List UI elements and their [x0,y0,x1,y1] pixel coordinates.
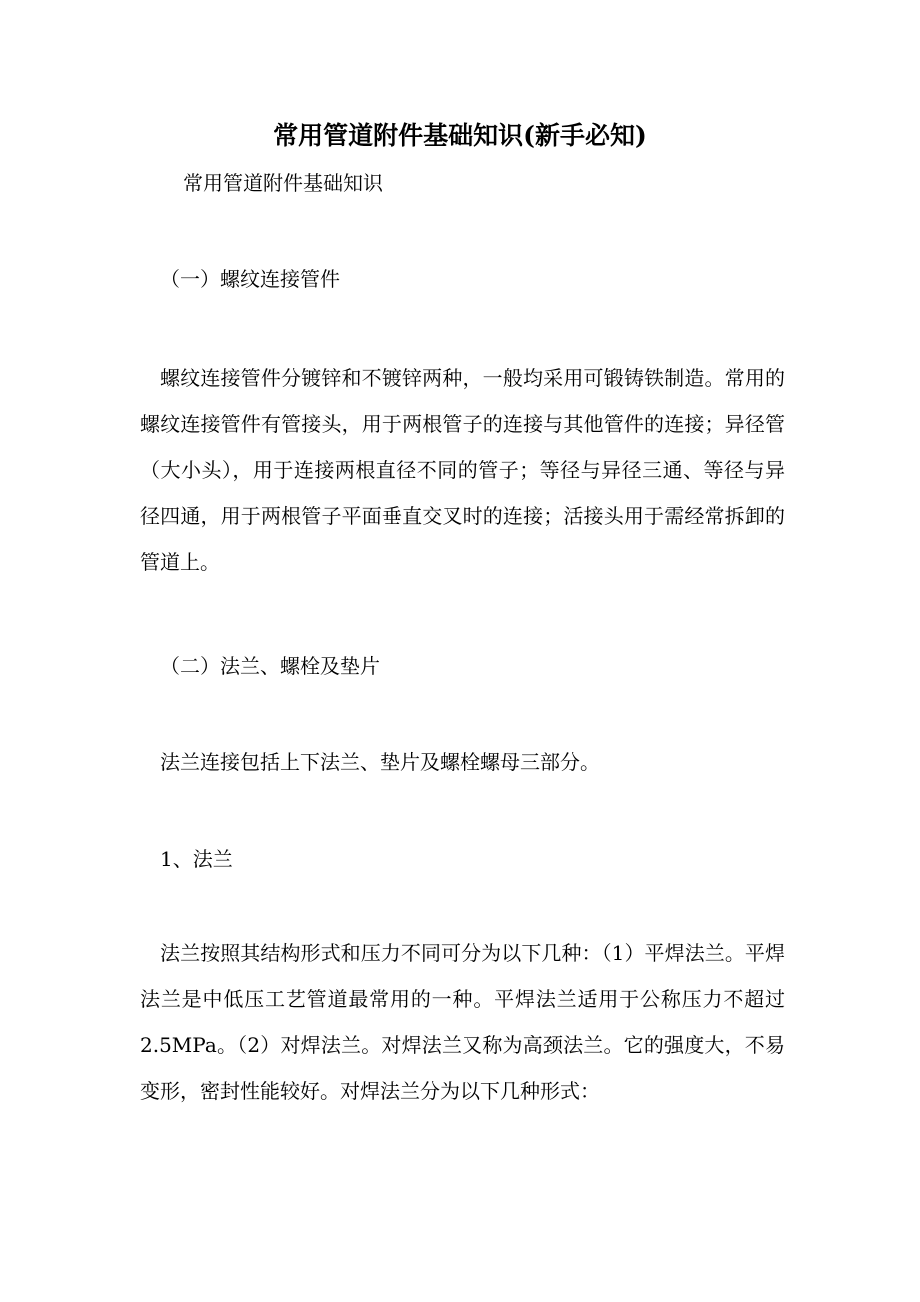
paragraph-flange-connection-intro: 法兰连接包括上下法兰、垫片及螺栓螺母三部分。 [160,750,600,774]
paragraph-threaded-fittings: 螺纹连接管件分镀锌和不镀锌两种，一般均采用可锻铸铁制造。常用的螺纹连接管件有管接头，用于两根管子的连接与其他管件的连接；异径管（大小头），用于连接两根直径不同的管子；等径与异径三通、等径与异径四通，用于两根管子平面垂直交叉时的连接；活接头用于需经常拆卸的管道上。 [140,366,785,574]
document-title: 常用管道附件基础知识(新手必知) [273,121,647,150]
document-subtitle: 常用管道附件基础知识 [183,171,383,195]
section-heading-flanges-bolts-gaskets: （二）法兰、螺栓及垫片 [160,654,380,678]
subsection-heading-flange: 1、法兰 [160,847,233,871]
section-heading-threaded-fittings: （一）螺纹连接管件 [160,267,340,291]
paragraph-flange-types: 法兰按照其结构形式和压力不同可分为以下几种：（1）平焊法兰。平焊法兰是中低压工艺管道最常用的一种。平焊法兰适用于公称压力不超过 2.5MPa。（2）对焊法兰。对焊法兰又称为高颈法兰。它的强度大，不易变形，密封性能较好。对焊法兰分为以下几种形式： [140,941,785,1103]
